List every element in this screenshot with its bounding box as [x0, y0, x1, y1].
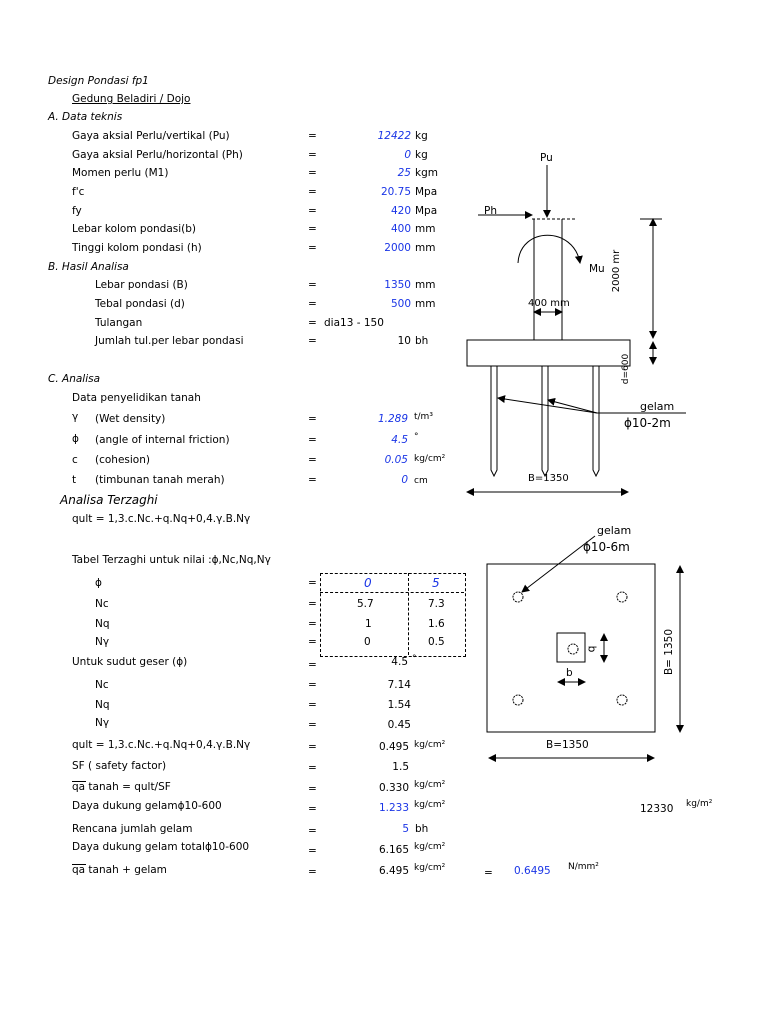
terzaghi-table-title: Tabel Terzaghi untuk nilai :ϕ,Nc,Nq,Nγ — [72, 554, 271, 566]
equals-sign: = — [308, 205, 317, 217]
gelam-label: gelam — [640, 400, 675, 413]
interp-label: Nc — [95, 679, 109, 691]
page-subtitle: Gedung Beladiri / Dojo — [72, 93, 191, 105]
table-cell: 1 — [365, 618, 372, 630]
result-unit: kg/cm² — [414, 863, 446, 873]
plan-base-label: B=1350 — [546, 739, 589, 751]
pile-middle — [542, 366, 548, 476]
equals-sign: = — [308, 825, 317, 837]
equals-sign: = — [308, 618, 317, 630]
qult-formula: qult = 1,3.c.Nc.+q.Nq+0,4.γ.B.Nγ — [72, 513, 251, 525]
plan-gelam-spec-label: ϕ10-6m — [583, 540, 630, 554]
row-value: 400 — [390, 223, 411, 235]
table-cell: 7.3 — [428, 598, 445, 610]
soil-unit: cm — [414, 476, 428, 486]
row-unit: mm — [415, 223, 436, 235]
sudut-geser-unit: ° — [412, 654, 417, 664]
final-unit: N/mm² — [568, 862, 599, 872]
side-value: 12330 — [640, 803, 674, 815]
equals-sign: = — [308, 167, 317, 179]
table-row-label: Nγ — [95, 636, 110, 648]
plan-b-label-vertical: b — [585, 645, 598, 653]
equals-sign: = — [308, 317, 317, 329]
table-row-label: Nq — [95, 618, 110, 630]
row-value: dia13 - 150 — [324, 317, 384, 329]
sudut-geser-value: 4.5 — [391, 656, 408, 668]
row-label: Tulangan — [95, 317, 143, 329]
sudut-geser-label: Untuk sudut geser (ϕ) — [72, 656, 188, 668]
row-label: Jumlah tul.per lebar pondasi — [95, 335, 244, 347]
final-value: 0.6495 — [514, 865, 551, 877]
soil-label: (cohesion) — [95, 454, 150, 466]
row-unit: mm — [415, 279, 436, 291]
ph-label: Ph — [484, 205, 497, 217]
result-value: 6.495 — [378, 865, 409, 877]
result-label: SF ( safety factor) — [72, 760, 167, 772]
result-unit: kg/cm² — [414, 842, 446, 852]
result-label: qa tanah = qult/SF — [72, 781, 171, 793]
soil-label: (Wet density) — [95, 413, 166, 425]
terzaghi-title: Analisa Terzaghi — [60, 493, 158, 507]
row-label: Gaya aksial Perlu/horizontal (Ph) — [72, 149, 243, 161]
equals-sign: = — [308, 223, 317, 235]
result-unit: kg/cm² — [414, 800, 446, 810]
equals-sign: = — [308, 130, 317, 142]
equals-sign: = — [308, 659, 317, 671]
interp-value: 7.14 — [387, 679, 411, 691]
row-unit: kgm — [415, 167, 438, 179]
equals-sign: = — [308, 762, 317, 774]
section-b-heading: B. Hasil Analisa — [48, 261, 129, 273]
column-width-label: 400 mm — [528, 298, 570, 309]
equals-sign: = — [308, 845, 317, 857]
equals-sign: = — [308, 335, 317, 347]
mu-moment-arc — [518, 235, 580, 263]
result-label: Rencana jumlah gelam — [72, 823, 193, 835]
equals-sign: = — [308, 679, 317, 691]
equals-sign: = — [308, 866, 317, 878]
table-cell: 5.7 — [357, 598, 374, 610]
equals-sign: = — [308, 699, 317, 711]
page-title: Design Pondasi fp1 — [48, 75, 149, 87]
plan-pile — [617, 695, 627, 705]
table-cell: 0.5 — [428, 636, 445, 648]
row-value: 0 — [404, 149, 411, 161]
result-label: Daya dukung gelamϕ10-600 — [72, 800, 222, 812]
soil-value: 0.05 — [384, 454, 408, 466]
interp-value: 1.54 — [387, 699, 411, 711]
plan-b-label-horizontal: b — [566, 667, 573, 679]
equals-sign: = — [484, 867, 493, 879]
result-unit: bh — [415, 823, 429, 835]
table-cell: 0 — [364, 636, 371, 648]
row-label: Gaya aksial Perlu/vertikal (Pu) — [72, 130, 230, 142]
row-unit: kg — [415, 130, 428, 142]
plan-pile — [617, 592, 627, 602]
equals-sign: = — [308, 803, 317, 815]
equals-sign: = — [308, 413, 317, 425]
soil-value: 1.289 — [377, 413, 408, 425]
plan-footing-outline — [487, 564, 655, 732]
equals-sign: = — [308, 577, 317, 589]
row-unit: mm — [415, 242, 436, 254]
soil-symbol: c — [72, 454, 78, 466]
soil-value: 0 — [401, 474, 408, 486]
result-value: 1.5 — [392, 761, 409, 773]
row-value: 25 — [397, 167, 411, 179]
row-label: Lebar kolom pondasi(b) — [72, 223, 197, 235]
equals-sign: = — [308, 741, 317, 753]
row-value: 1350 — [384, 279, 411, 291]
table-row-label: ϕ — [95, 577, 102, 589]
soil-value: 4.5 — [391, 434, 408, 446]
row-label: Tinggi kolom pondasi (h) — [72, 242, 202, 254]
table-cell: 1.6 — [428, 618, 445, 630]
section-a-heading: A. Data teknis — [48, 111, 123, 123]
equals-sign: = — [308, 474, 317, 486]
result-label: qa tanah + gelam — [72, 864, 167, 876]
equals-sign: = — [308, 636, 317, 648]
row-label: f'c — [72, 186, 85, 198]
result-unit: kg/cm² — [414, 740, 446, 750]
plan-pile — [513, 592, 523, 602]
row-value: 12422 — [377, 130, 411, 142]
height-label: 2000 mr — [611, 249, 623, 293]
row-label: Lebar pondasi (B) — [95, 279, 188, 291]
row-unit: mm — [415, 298, 436, 310]
equals-sign: = — [308, 242, 317, 254]
soil-unit: t/m³ — [414, 412, 433, 422]
interp-label: Nq — [95, 699, 110, 711]
plan-gelam-label: gelam — [597, 524, 632, 537]
result-value: 5 — [402, 823, 409, 835]
soil-symbol: t — [72, 474, 77, 486]
interp-value: 0.45 — [387, 719, 411, 731]
plan-side-label: B= 1350 — [663, 628, 676, 676]
table-cell: 5 — [432, 576, 440, 590]
result-value: 6.165 — [378, 844, 409, 856]
row-unit: bh — [415, 335, 429, 347]
row-value: 420 — [390, 205, 411, 217]
pile-right — [593, 366, 599, 476]
table-cell: 0 — [364, 576, 372, 590]
row-unit: kg — [415, 149, 428, 161]
equals-sign: = — [308, 279, 317, 291]
result-unit: kg/cm² — [414, 780, 446, 790]
soil-symbol: ϕ — [72, 433, 79, 445]
row-unit: Mpa — [415, 205, 438, 217]
pu-label: Pu — [540, 152, 553, 164]
pile-left — [491, 366, 497, 476]
equals-sign: = — [308, 434, 317, 446]
row-unit: Mpa — [415, 186, 438, 198]
plan-pile — [568, 644, 578, 654]
row-value: 20.75 — [380, 186, 411, 198]
equals-sign: = — [308, 186, 317, 198]
row-label: Momen perlu (M1) — [72, 167, 169, 179]
plan-pile — [513, 695, 523, 705]
row-label: Tebal pondasi (d) — [95, 298, 185, 310]
row-label: fy — [72, 205, 82, 217]
pile-cap — [467, 340, 630, 366]
row-value: 2000 — [384, 242, 411, 254]
plan-column — [557, 633, 585, 662]
section-c-heading: C. Analisa — [48, 373, 101, 385]
mu-label: Mu — [589, 263, 605, 275]
d-label: d=600 — [621, 353, 632, 385]
equals-sign: = — [308, 598, 317, 610]
result-label: qult = 1,3.c.Nc.+q.Nq+0,4.γ.B.Nγ — [72, 739, 251, 751]
equals-sign: = — [308, 454, 317, 466]
row-value: 500 — [390, 298, 411, 310]
equals-sign: = — [308, 783, 317, 795]
soil-symbol: γ — [72, 411, 79, 423]
result-value: 0.330 — [378, 782, 409, 794]
table-row-label: Nc — [95, 598, 109, 610]
equals-sign: = — [308, 298, 317, 310]
interp-label: Nγ — [95, 717, 110, 729]
soil-label: (angle of internal friction) — [95, 434, 230, 446]
result-value: 0.495 — [378, 741, 409, 753]
soil-unit: kg/cm² — [414, 454, 446, 464]
equals-sign: = — [308, 719, 317, 731]
base-width-label: B=1350 — [528, 473, 569, 484]
gelam-spec-label: ϕ10-2m — [624, 416, 671, 430]
soil-data-title: Data penyelidikan tanah — [72, 392, 201, 404]
result-value: 1.233 — [378, 802, 409, 814]
soil-label: (timbunan tanah merah) — [95, 474, 225, 486]
equals-sign: = — [308, 149, 317, 161]
soil-unit: ° — [414, 432, 419, 442]
row-value: 10 — [397, 335, 411, 347]
side-unit: kg/m² — [686, 799, 713, 809]
result-label: Daya dukung gelam totalϕ10-600 — [72, 841, 250, 853]
